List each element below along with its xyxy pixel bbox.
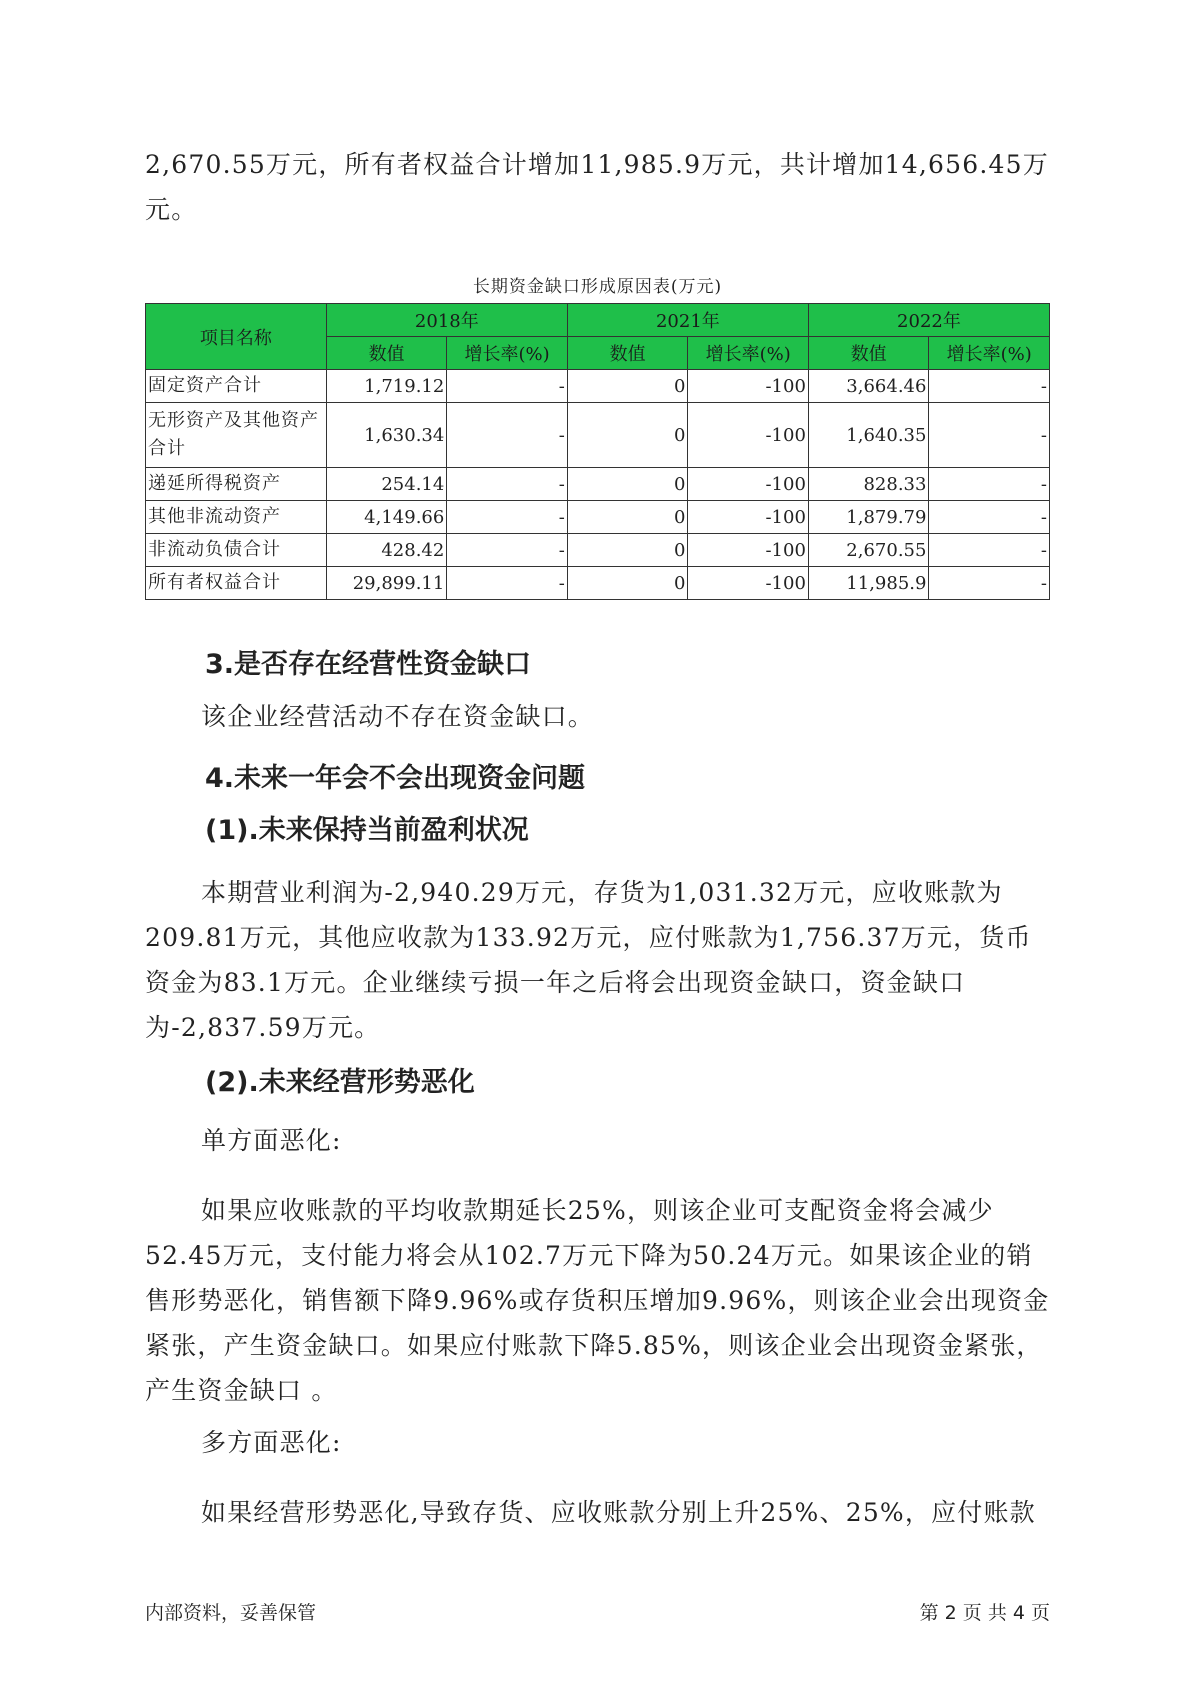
table-row	[146, 567, 1050, 600]
row-name: 其他非流动资产	[146, 501, 327, 534]
multi-deterioration-label: 多方面恶化:	[201, 1428, 342, 1457]
cell-growth-2018: -	[447, 370, 568, 403]
table-row	[146, 370, 1050, 403]
cell-value-2018: 254.14	[326, 468, 447, 501]
cell-value-2021: 0	[567, 501, 688, 534]
row-name: 所有者权益合计	[146, 567, 327, 600]
row-name: 非流动负债合计	[146, 534, 327, 567]
header-value: 数值	[567, 337, 688, 370]
cell-value-2022: 828.33	[808, 468, 929, 501]
section4-sub1-text: 本期营业利润为-2,940.29万元，存货为1,031.32万元，应收账款为209.81万元，其他应收款为133.92万元，应付账款为1,756.37万元，货币资金为83.1万元。企业继续亏损一年之后将会出现资金缺口，资金缺口为-2,837.59万元。	[145, 878, 1032, 1042]
cell-value-2021: 0	[567, 534, 688, 567]
header-item-name: 项目名称	[146, 304, 327, 370]
cell-value-2022: 1,640.35	[808, 403, 929, 468]
footer-note: 内部资料，妥善保管	[145, 1602, 317, 1624]
cell-growth-2021: -100	[688, 468, 809, 501]
page-number: 第 2 页 共 4 页	[919, 1602, 1050, 1624]
cell-value-2021: 0	[567, 567, 688, 600]
single-deterioration-label: 单方面恶化:	[201, 1126, 342, 1155]
cell-growth-2021: -100	[688, 403, 809, 468]
header-value: 数值	[326, 337, 447, 370]
cell-growth-2022: -	[929, 468, 1050, 501]
cell-value-2018: 4,149.66	[326, 501, 447, 534]
row-name: 无形资产及其他资产合计	[146, 403, 327, 468]
cell-value-2018: 1,630.34	[326, 403, 447, 468]
cell-growth-2022: -	[929, 403, 1050, 468]
row-name: 固定资产合计	[146, 370, 327, 403]
cell-value-2022: 1,879.79	[808, 501, 929, 534]
multi-deterioration-text: 如果经营形势恶化,导致存货、应收账款分别上升25%、25%，应付账款	[201, 1498, 1036, 1527]
table-row	[146, 501, 1050, 534]
header-growth: 增长率(%)	[929, 337, 1050, 370]
cell-growth-2018: -	[447, 403, 568, 468]
single-deterioration-text: 如果应收账款的平均收款期延长25%，则该企业可支配资金将会减少52.45万元，支付能力将会从102.7万元下降为50.24万元。如果该企业的销售形势恶化，销售额下降9.96%或存货积压增加9.96%，则该企业会出现资金紧张，产生资金缺口。如果应付账款下降5.85%，则该企业会出现资金紧张，产生资金缺口 。	[145, 1196, 1050, 1405]
table-row	[146, 403, 1050, 468]
cell-value-2022: 2,670.55	[808, 534, 929, 567]
row-name: 递延所得税资产	[146, 468, 327, 501]
cell-value-2022: 11,985.9	[808, 567, 929, 600]
section4-sub1-heading: (1).未来保持当前盈利状况	[205, 815, 529, 846]
section4-heading: 4.未来一年会不会出现资金问题	[205, 763, 586, 794]
cell-value-2021: 0	[567, 403, 688, 468]
cell-value-2018: 428.42	[326, 534, 447, 567]
cell-growth-2018: -	[447, 501, 568, 534]
cell-growth-2018: -	[447, 567, 568, 600]
cell-growth-2021: -100	[688, 501, 809, 534]
table-row	[146, 468, 1050, 501]
header-value: 数值	[808, 337, 929, 370]
section3-heading: 3.是否存在经营性资金缺口	[205, 649, 532, 680]
cell-growth-2021: -100	[688, 370, 809, 403]
cell-growth-2021: -100	[688, 567, 809, 600]
cell-growth-2022: -	[929, 567, 1050, 600]
cell-value-2018: 29,899.11	[326, 567, 447, 600]
capital-gap-table	[145, 303, 1050, 600]
header-growth: 增长率(%)	[688, 337, 809, 370]
section4-sub2-heading: (2).未来经营形势恶化	[205, 1067, 475, 1098]
header-year-2022: 2022年	[808, 304, 1049, 337]
table-caption: 长期资金缺口形成原因表(万元)	[472, 277, 723, 297]
cell-value-2021: 0	[567, 468, 688, 501]
cell-growth-2018: -	[447, 468, 568, 501]
cell-value-2021: 0	[567, 370, 688, 403]
cell-value-2022: 3,664.46	[808, 370, 929, 403]
cell-growth-2018: -	[447, 534, 568, 567]
header-year-2018: 2018年	[326, 304, 567, 337]
cell-growth-2022: -	[929, 534, 1050, 567]
cell-growth-2022: -	[929, 370, 1050, 403]
cell-growth-2022: -	[929, 501, 1050, 534]
table-row	[146, 534, 1050, 567]
cell-value-2018: 1,719.12	[326, 370, 447, 403]
header-year-2021: 2021年	[567, 304, 808, 337]
section3-text: 该企业经营活动不存在资金缺口。	[201, 702, 595, 731]
cell-growth-2021: -100	[688, 534, 809, 567]
header-growth: 增长率(%)	[447, 337, 568, 370]
intro-paragraph: 2,670.55万元，所有者权益合计增加11,985.9万元，共计增加14,656.45万元。	[145, 150, 1049, 224]
